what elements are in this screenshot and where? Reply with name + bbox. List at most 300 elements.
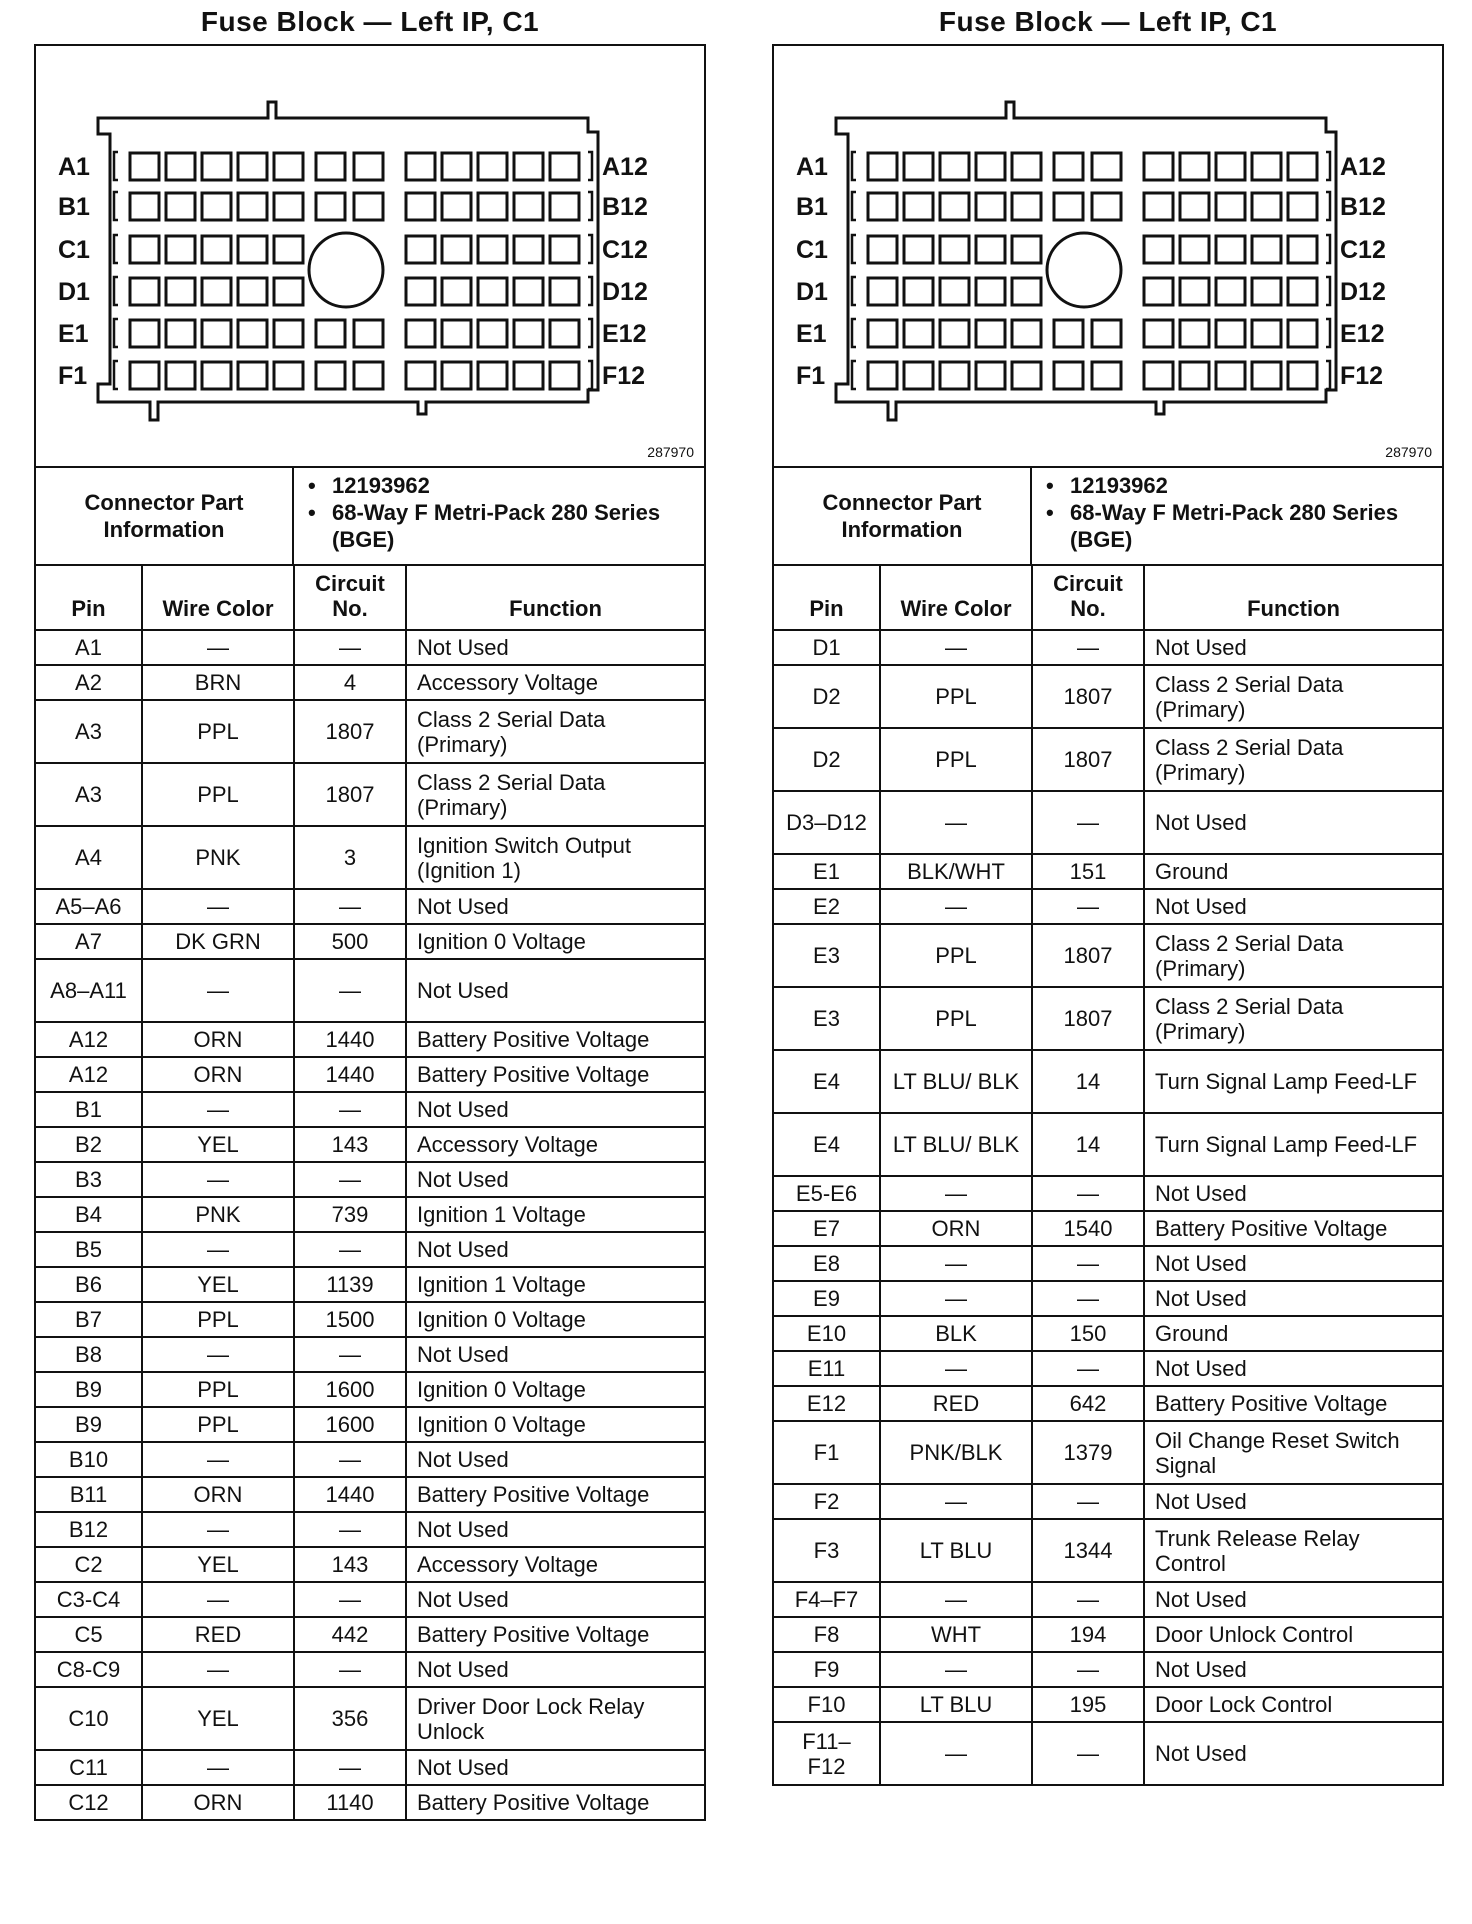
- cell-pin: D1: [774, 630, 880, 665]
- terminal-cavity: [202, 320, 231, 347]
- terminal-cavity: [868, 153, 897, 180]
- terminal-cavity: [130, 193, 159, 220]
- cell-function: Not Used: [406, 1652, 704, 1687]
- cell-pin: C2: [36, 1547, 142, 1582]
- table-row: [36, 1232, 704, 1267]
- terminal-cavity: [406, 236, 435, 263]
- cell-circuit-no: 500: [294, 924, 406, 959]
- terminal-cavity: [904, 320, 933, 347]
- cell-circuit-no: 1600: [294, 1372, 406, 1407]
- cell-wire-color: ORN: [142, 1477, 294, 1512]
- cell-wire-color: —: [880, 1176, 1032, 1211]
- table-row: [774, 1484, 1442, 1519]
- terminal-cavity: [406, 193, 435, 220]
- cell-pin: B2: [36, 1127, 142, 1162]
- table-row: [774, 1519, 1442, 1582]
- row-bracket-left: [114, 235, 118, 263]
- connector-face-drawing: [36, 46, 704, 466]
- cell-pin: F4–F7: [774, 1582, 880, 1617]
- row-bracket-left: [852, 235, 856, 263]
- cell-pin: A7: [36, 924, 142, 959]
- terminal-cavity: [514, 362, 543, 389]
- terminal-cavity: [868, 236, 897, 263]
- terminal-cavity: [940, 278, 969, 305]
- cell-wire-color: PPL: [880, 728, 1032, 791]
- table-row: [774, 1652, 1442, 1687]
- terminal-cavity: [1252, 153, 1281, 180]
- cell-wire-color: LT BLU: [880, 1519, 1032, 1582]
- cell-pin: E9: [774, 1281, 880, 1316]
- terminal-cavity: [274, 193, 303, 220]
- center-bolt-hole: [309, 233, 383, 307]
- terminal-cavity: [1012, 193, 1041, 220]
- row-bracket-right: [588, 361, 592, 389]
- row-label-left: A1: [796, 153, 828, 181]
- terminal-cavity: [238, 362, 267, 389]
- cell-wire-color: YEL: [142, 1547, 294, 1582]
- cell-wire-color: PPL: [880, 987, 1032, 1050]
- cell-function: Not Used: [1144, 1484, 1442, 1519]
- terminal-cavity: [1054, 362, 1083, 389]
- cell-circuit-no: 1600: [294, 1407, 406, 1442]
- cell-wire-color: YEL: [142, 1687, 294, 1750]
- cell-function: Ignition 0 Voltage: [406, 924, 704, 959]
- cell-circuit-no: —: [1032, 630, 1144, 665]
- cell-wire-color: PPL: [880, 665, 1032, 728]
- table-row: [774, 791, 1442, 854]
- cell-wire-color: PPL: [142, 1302, 294, 1337]
- row-label-left: B1: [796, 193, 828, 221]
- row-label-left: B1: [58, 193, 90, 221]
- cell-pin: A12: [36, 1022, 142, 1057]
- row-bracket-right: [588, 277, 592, 305]
- cell-function: Not Used: [406, 1750, 704, 1785]
- row-label-right: C12: [602, 236, 648, 264]
- cell-circuit-no: —: [294, 1652, 406, 1687]
- row-label-right: F12: [1340, 362, 1384, 390]
- cell-wire-color: BRN: [142, 665, 294, 700]
- row-bracket-left: [114, 192, 118, 220]
- terminal-cavity: [238, 193, 267, 220]
- cell-function: Not Used: [406, 1092, 704, 1127]
- cell-wire-color: PNK: [142, 1197, 294, 1232]
- header-pin: Pin: [36, 566, 142, 630]
- table-row: [36, 1617, 704, 1652]
- cell-function: Not Used: [1144, 630, 1442, 665]
- cell-pin: B7: [36, 1302, 142, 1337]
- terminal-cavity: [940, 193, 969, 220]
- cell-pin: F10: [774, 1687, 880, 1722]
- table-row: [36, 1197, 704, 1232]
- table-row: [774, 854, 1442, 889]
- row-bracket-left: [852, 361, 856, 389]
- row-label-left: F1: [58, 362, 88, 390]
- table-row: [774, 1281, 1442, 1316]
- cell-pin: D3–D12: [774, 791, 880, 854]
- table-row: [774, 1113, 1442, 1176]
- header-circuit-no: Circuit No.: [294, 566, 406, 630]
- terminal-cavity: [202, 236, 231, 263]
- row-label-left: E1: [796, 320, 827, 348]
- terminal-cavity: [238, 153, 267, 180]
- cell-circuit-no: —: [294, 1337, 406, 1372]
- cell-circuit-no: 739: [294, 1197, 406, 1232]
- table-row: [36, 1302, 704, 1337]
- cell-pin: D2: [774, 665, 880, 728]
- terminal-cavity: [238, 320, 267, 347]
- cell-wire-color: —: [142, 959, 294, 1022]
- cell-pin: A4: [36, 826, 142, 889]
- table-row: [774, 924, 1442, 987]
- row-label-right: D12: [1340, 278, 1386, 306]
- cell-pin: A3: [36, 700, 142, 763]
- terminal-cavity: [238, 236, 267, 263]
- cell-function: Not Used: [406, 889, 704, 924]
- cell-wire-color: —: [880, 1484, 1032, 1519]
- cell-wire-color: YEL: [142, 1127, 294, 1162]
- terminal-cavity: [1144, 320, 1173, 347]
- terminal-cavity: [478, 320, 507, 347]
- terminal-cavity: [1092, 153, 1121, 180]
- figure-id: 287970: [647, 444, 694, 460]
- cell-function: Not Used: [406, 1337, 704, 1372]
- cell-function: Ignition Switch Output (Ignition 1): [406, 826, 704, 889]
- cell-wire-color: —: [142, 1092, 294, 1127]
- cell-wire-color: —: [142, 630, 294, 665]
- terminal-cavity: [868, 193, 897, 220]
- row-bracket-right: [588, 319, 592, 347]
- row-bracket-right: [1326, 152, 1330, 180]
- cell-function: Not Used: [1144, 1281, 1442, 1316]
- cell-wire-color: RED: [142, 1617, 294, 1652]
- row-bracket-right: [588, 192, 592, 220]
- cell-pin: C8-C9: [36, 1652, 142, 1687]
- terminal-cavity: [1054, 153, 1083, 180]
- table-row: [774, 1246, 1442, 1281]
- cell-wire-color: —: [142, 1582, 294, 1617]
- cell-pin: E4: [774, 1050, 880, 1113]
- cell-pin: A5–A6: [36, 889, 142, 924]
- pinout-table: [774, 566, 1442, 1784]
- terminal-cavity: [130, 278, 159, 305]
- row-label-left: D1: [796, 278, 828, 306]
- center-bolt-hole: [1047, 233, 1121, 307]
- terminal-cavity: [976, 236, 1005, 263]
- cell-function: Battery Positive Voltage: [406, 1617, 704, 1652]
- cell-circuit-no: 1807: [1032, 987, 1144, 1050]
- row-label-right: B12: [1340, 193, 1386, 221]
- cell-circuit-no: 151: [1032, 854, 1144, 889]
- cell-pin: A3: [36, 763, 142, 826]
- cell-pin: B5: [36, 1232, 142, 1267]
- terminal-cavity: [166, 278, 195, 305]
- cell-circuit-no: 1807: [294, 763, 406, 826]
- row-bracket-left: [852, 319, 856, 347]
- cell-circuit-no: 14: [1032, 1050, 1144, 1113]
- row-label-left: E1: [58, 320, 89, 348]
- row-bracket-left: [114, 319, 118, 347]
- cell-function: Battery Positive Voltage: [1144, 1386, 1442, 1421]
- cell-function: Not Used: [406, 959, 704, 1022]
- terminal-cavity: [550, 153, 579, 180]
- table-row: [36, 1407, 704, 1442]
- cell-function: Accessory Voltage: [406, 1547, 704, 1582]
- cell-function: Not Used: [406, 1512, 704, 1547]
- cell-circuit-no: —: [1032, 1281, 1144, 1316]
- connector-part-info: [36, 468, 704, 566]
- terminal-cavity: [514, 193, 543, 220]
- terminal-cavity: [274, 236, 303, 263]
- row-label-right: A12: [1340, 153, 1386, 181]
- cell-circuit-no: —: [1032, 889, 1144, 924]
- cell-function: Not Used: [1144, 1722, 1442, 1784]
- cell-circuit-no: 150: [1032, 1316, 1144, 1351]
- connector-part-label: Connector Part Information: [774, 468, 1032, 564]
- row-bracket-left: [852, 152, 856, 180]
- cell-wire-color: PNK: [142, 826, 294, 889]
- cell-wire-color: —: [880, 1246, 1032, 1281]
- terminal-cavity: [904, 193, 933, 220]
- cell-circuit-no: 1440: [294, 1022, 406, 1057]
- cell-circuit-no: 442: [294, 1617, 406, 1652]
- table-row: [36, 1652, 704, 1687]
- row-bracket-right: [1326, 277, 1330, 305]
- table-row: [774, 1351, 1442, 1386]
- header-wire-color: Wire Color: [142, 566, 294, 630]
- terminal-cavity: [1144, 278, 1173, 305]
- cell-function: Turn Signal Lamp Feed-LF: [1144, 1050, 1442, 1113]
- table-row: [36, 889, 704, 924]
- table-row: [36, 1162, 704, 1197]
- terminal-cavity: [316, 362, 345, 389]
- cell-pin: B10: [36, 1442, 142, 1477]
- cell-circuit-no: 1807: [1032, 665, 1144, 728]
- terminal-cavity: [904, 278, 933, 305]
- cell-pin: E10: [774, 1316, 880, 1351]
- cell-circuit-no: 1807: [1032, 924, 1144, 987]
- cell-wire-color: —: [880, 1582, 1032, 1617]
- connector-part-items: [1032, 468, 1442, 564]
- row-bracket-left: [114, 277, 118, 305]
- row-label-right: E12: [602, 320, 647, 348]
- table-row: [36, 1512, 704, 1547]
- cell-circuit-no: 4: [294, 665, 406, 700]
- cell-wire-color: ORN: [142, 1057, 294, 1092]
- cell-circuit-no: —: [1032, 1246, 1144, 1281]
- terminal-cavity: [406, 362, 435, 389]
- table-row: [774, 889, 1442, 924]
- terminal-cavity: [1054, 193, 1083, 220]
- cell-circuit-no: 194: [1032, 1617, 1144, 1652]
- table-row: [774, 665, 1442, 728]
- cell-wire-color: —: [142, 1442, 294, 1477]
- cell-circuit-no: —: [294, 1092, 406, 1127]
- cell-wire-color: PPL: [142, 763, 294, 826]
- terminal-cavity: [166, 236, 195, 263]
- cell-pin: D2: [774, 728, 880, 791]
- cell-pin: E8: [774, 1246, 880, 1281]
- terminal-cavity: [904, 153, 933, 180]
- cell-pin: E3: [774, 924, 880, 987]
- cell-circuit-no: 1440: [294, 1477, 406, 1512]
- cell-circuit-no: —: [294, 889, 406, 924]
- terminal-cavity: [1092, 193, 1121, 220]
- terminal-cavity: [130, 362, 159, 389]
- row-label-right: F12: [602, 362, 646, 390]
- cell-function: Not Used: [1144, 1176, 1442, 1211]
- table-row: [774, 1421, 1442, 1484]
- terminal-cavity: [904, 362, 933, 389]
- cell-circuit-no: 143: [294, 1547, 406, 1582]
- terminal-cavity: [1012, 320, 1041, 347]
- terminal-cavity: [130, 236, 159, 263]
- table-row: [36, 1687, 704, 1750]
- table-row: [36, 1092, 704, 1127]
- terminal-cavity: [202, 278, 231, 305]
- cell-function: Ground: [1144, 854, 1442, 889]
- cell-function: Class 2 Serial Data (Primary): [1144, 665, 1442, 728]
- table-row: [774, 987, 1442, 1050]
- cell-function: Not Used: [1144, 791, 1442, 854]
- cell-circuit-no: —: [294, 1232, 406, 1267]
- table-row: [774, 1176, 1442, 1211]
- cell-circuit-no: 356: [294, 1687, 406, 1750]
- cell-circuit-no: —: [294, 630, 406, 665]
- terminal-cavity: [514, 320, 543, 347]
- left-panel: [34, 0, 706, 1821]
- cell-pin: A8–A11: [36, 959, 142, 1022]
- cell-wire-color: —: [142, 1512, 294, 1547]
- cell-circuit-no: 1139: [294, 1267, 406, 1302]
- cell-circuit-no: 3: [294, 826, 406, 889]
- connector-frame: [772, 44, 1444, 1786]
- terminal-cavity: [1144, 362, 1173, 389]
- row-label-left: F1: [796, 362, 826, 390]
- cell-pin: B8: [36, 1337, 142, 1372]
- row-bracket-left: [852, 192, 856, 220]
- table-row: [36, 1547, 704, 1582]
- cell-wire-color: DK GRN: [142, 924, 294, 959]
- terminal-cavity: [442, 320, 471, 347]
- cell-function: Battery Positive Voltage: [406, 1477, 704, 1512]
- cell-wire-color: —: [880, 889, 1032, 924]
- terminal-cavity: [514, 278, 543, 305]
- table-row: [36, 1127, 704, 1162]
- terminal-cavity: [976, 320, 1005, 347]
- terminal-cavity: [1054, 320, 1083, 347]
- terminal-cavity: [976, 362, 1005, 389]
- header-wire-color: Wire Color: [880, 566, 1032, 630]
- terminal-cavity: [1144, 193, 1173, 220]
- terminal-cavity: [1216, 236, 1245, 263]
- terminal-cavity: [316, 153, 345, 180]
- cell-wire-color: —: [142, 889, 294, 924]
- cell-wire-color: RED: [880, 1386, 1032, 1421]
- cell-wire-color: —: [880, 630, 1032, 665]
- table-row: [36, 1057, 704, 1092]
- terminal-cavity: [976, 278, 1005, 305]
- table-row: [36, 924, 704, 959]
- table-row: [36, 630, 704, 665]
- terminal-cavity: [1012, 236, 1041, 263]
- connector-part-items: [294, 468, 704, 564]
- cell-wire-color: —: [142, 1232, 294, 1267]
- cell-pin: F9: [774, 1652, 880, 1687]
- terminal-cavity: [550, 236, 579, 263]
- terminal-cavity: [868, 278, 897, 305]
- cell-pin: E12: [774, 1386, 880, 1421]
- row-label-right: E12: [1340, 320, 1385, 348]
- cell-function: Battery Positive Voltage: [1144, 1211, 1442, 1246]
- table-header-row: [774, 566, 1442, 630]
- cell-function: Battery Positive Voltage: [406, 1057, 704, 1092]
- cell-circuit-no: —: [294, 1442, 406, 1477]
- terminal-cavity: [1092, 362, 1121, 389]
- terminal-cavity: [1012, 278, 1041, 305]
- terminal-cavity: [1180, 320, 1209, 347]
- table-header-row: [36, 566, 704, 630]
- row-label-left: D1: [58, 278, 90, 306]
- table-row: [36, 1582, 704, 1617]
- terminal-cavity: [406, 153, 435, 180]
- terminal-cavity: [1252, 278, 1281, 305]
- table-row: [774, 1687, 1442, 1722]
- cell-circuit-no: 1440: [294, 1057, 406, 1092]
- cell-function: Ignition 1 Voltage: [406, 1197, 704, 1232]
- terminal-cavity: [354, 320, 383, 347]
- cell-function: Not Used: [1144, 889, 1442, 924]
- terminal-cavity: [316, 320, 345, 347]
- table-row: [36, 1022, 704, 1057]
- terminal-cavity: [406, 278, 435, 305]
- cell-function: Not Used: [1144, 1582, 1442, 1617]
- cell-function: Accessory Voltage: [406, 665, 704, 700]
- cell-pin: B9: [36, 1372, 142, 1407]
- cell-pin: E2: [774, 889, 880, 924]
- cell-pin: C10: [36, 1687, 142, 1750]
- cell-wire-color: —: [880, 1722, 1032, 1784]
- terminal-cavity: [1288, 193, 1317, 220]
- cell-circuit-no: 195: [1032, 1687, 1144, 1722]
- terminal-cavity: [1288, 278, 1317, 305]
- cell-function: Ground: [1144, 1316, 1442, 1351]
- cell-pin: B12: [36, 1512, 142, 1547]
- cell-function: Not Used: [406, 1582, 704, 1617]
- terminal-cavity: [1180, 236, 1209, 263]
- table-row: [774, 1722, 1442, 1784]
- terminal-cavity: [202, 193, 231, 220]
- terminal-cavity: [550, 320, 579, 347]
- cell-function: Ignition 0 Voltage: [406, 1372, 704, 1407]
- cell-wire-color: ORN: [880, 1211, 1032, 1246]
- cell-circuit-no: —: [294, 1750, 406, 1785]
- terminal-cavity: [940, 320, 969, 347]
- table-row: [774, 728, 1442, 791]
- row-label-right: A12: [602, 153, 648, 181]
- cell-pin: F8: [774, 1617, 880, 1652]
- table-row: [36, 700, 704, 763]
- cell-function: Turn Signal Lamp Feed-LF: [1144, 1113, 1442, 1176]
- row-label-left: A1: [58, 153, 90, 181]
- cell-pin: E4: [774, 1113, 880, 1176]
- cell-wire-color: —: [142, 1337, 294, 1372]
- cell-function: Door Unlock Control: [1144, 1617, 1442, 1652]
- cell-function: Not Used: [406, 1162, 704, 1197]
- terminal-cavity: [202, 362, 231, 389]
- terminal-cavity: [550, 362, 579, 389]
- cell-wire-color: —: [880, 1652, 1032, 1687]
- terminal-cavity: [166, 153, 195, 180]
